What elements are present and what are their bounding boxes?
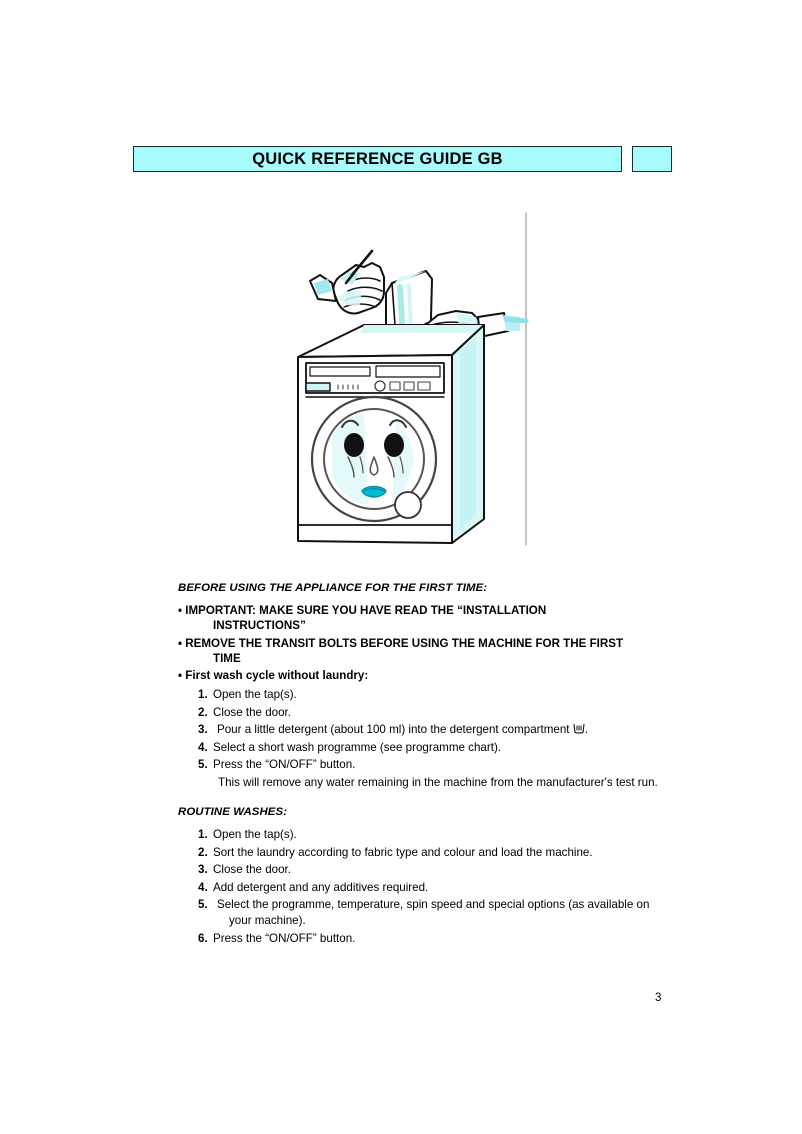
step-text: Pour a little detergent (about 100 ml) into the detergent compartment — [217, 723, 570, 737]
bullet-text: REMOVE THE TRANSIT BOLTS BEFORE USING THE MACHINE FOR THE FIRST — [185, 636, 624, 650]
bullet-text: IMPORTANT: MAKE SURE YOU HAVE READ THE “INSTALLATION — [185, 604, 547, 617]
step-text: Add detergent and any additives required. — [213, 880, 429, 894]
step-number: 6. — [198, 931, 208, 945]
bullet-text-continued: TIME — [213, 651, 241, 665]
step-text: Press the “ON/OFF” button. — [213, 931, 356, 945]
step-number: 4. — [198, 740, 208, 754]
routine-wash-steps — [178, 827, 678, 947]
step-item — [198, 897, 678, 930]
page-number: 3 — [655, 992, 662, 1004]
bullet-marker: • — [178, 669, 186, 683]
bullet-text: First wash cycle without laundry: — [185, 669, 369, 683]
step-item — [198, 931, 678, 947]
step-text: Press the “ON/OFF” button. — [213, 758, 356, 772]
step-item — [198, 722, 678, 738]
step-number: 1. — [198, 688, 208, 702]
step-text: Open the tap(s). — [213, 688, 297, 702]
step-number: 3. — [198, 863, 208, 877]
step-number: 2. — [198, 705, 208, 719]
section-heading: BEFORE USING THE APPLIANCE FOR THE FIRST TIME: — [178, 582, 488, 594]
step-number: 2. — [198, 845, 208, 859]
step-text-block — [217, 897, 678, 930]
bullet-item — [178, 603, 678, 634]
bullet-item — [178, 668, 678, 683]
step-number: 3. — [198, 723, 208, 737]
step-item — [198, 757, 678, 773]
step-number: 5. — [198, 758, 208, 772]
detergent-compartment-icon — [573, 723, 585, 734]
step-item — [198, 827, 678, 843]
first-wash-note: This will remove any water remaining in the machine from the manufacturer's test run. — [218, 775, 658, 789]
step-item — [198, 740, 678, 756]
step-text: Sort the laundry according to fabric type and colour and load the machine. — [213, 845, 593, 859]
step-item — [198, 845, 678, 861]
step-text-with-symbol — [217, 722, 678, 738]
washing-machine-illustration — [280, 205, 540, 550]
step-text: Close the door. — [213, 863, 291, 877]
step-number: 1. — [198, 828, 208, 842]
step-text-continued: your machine). — [229, 914, 306, 928]
section-routine-washes — [178, 806, 678, 947]
section-before-first-use — [178, 582, 678, 791]
step-text: Select a short wash programme (see programme chart). — [213, 740, 502, 754]
bullet-text-continued: INSTRUCTIONS” — [213, 619, 306, 633]
instructions-content — [178, 582, 678, 948]
header-corner-box — [632, 146, 672, 172]
step-text: Open the tap(s). — [213, 828, 297, 842]
before-use-bullets — [178, 603, 678, 683]
bullet-marker: • — [178, 604, 186, 617]
step-item — [198, 705, 678, 721]
step-item — [198, 687, 678, 703]
bullet-item — [178, 636, 678, 667]
step-item — [198, 880, 678, 896]
bullet-marker: • — [178, 636, 186, 650]
step-number: 4. — [198, 880, 208, 894]
page-header — [133, 146, 672, 172]
step-text: Select the programme, temperature, spin speed and special options (as available on — [217, 898, 650, 912]
step-item — [198, 862, 678, 878]
title-banner — [133, 146, 622, 172]
page-title: QUICK REFERENCE GUIDE GB — [252, 149, 503, 168]
step-text: Close the door. — [213, 705, 291, 719]
section-heading: ROUTINE WASHES: — [178, 806, 288, 819]
step-suffix: . — [584, 723, 588, 737]
first-wash-steps — [178, 687, 678, 773]
step-number: 5. — [198, 898, 208, 912]
